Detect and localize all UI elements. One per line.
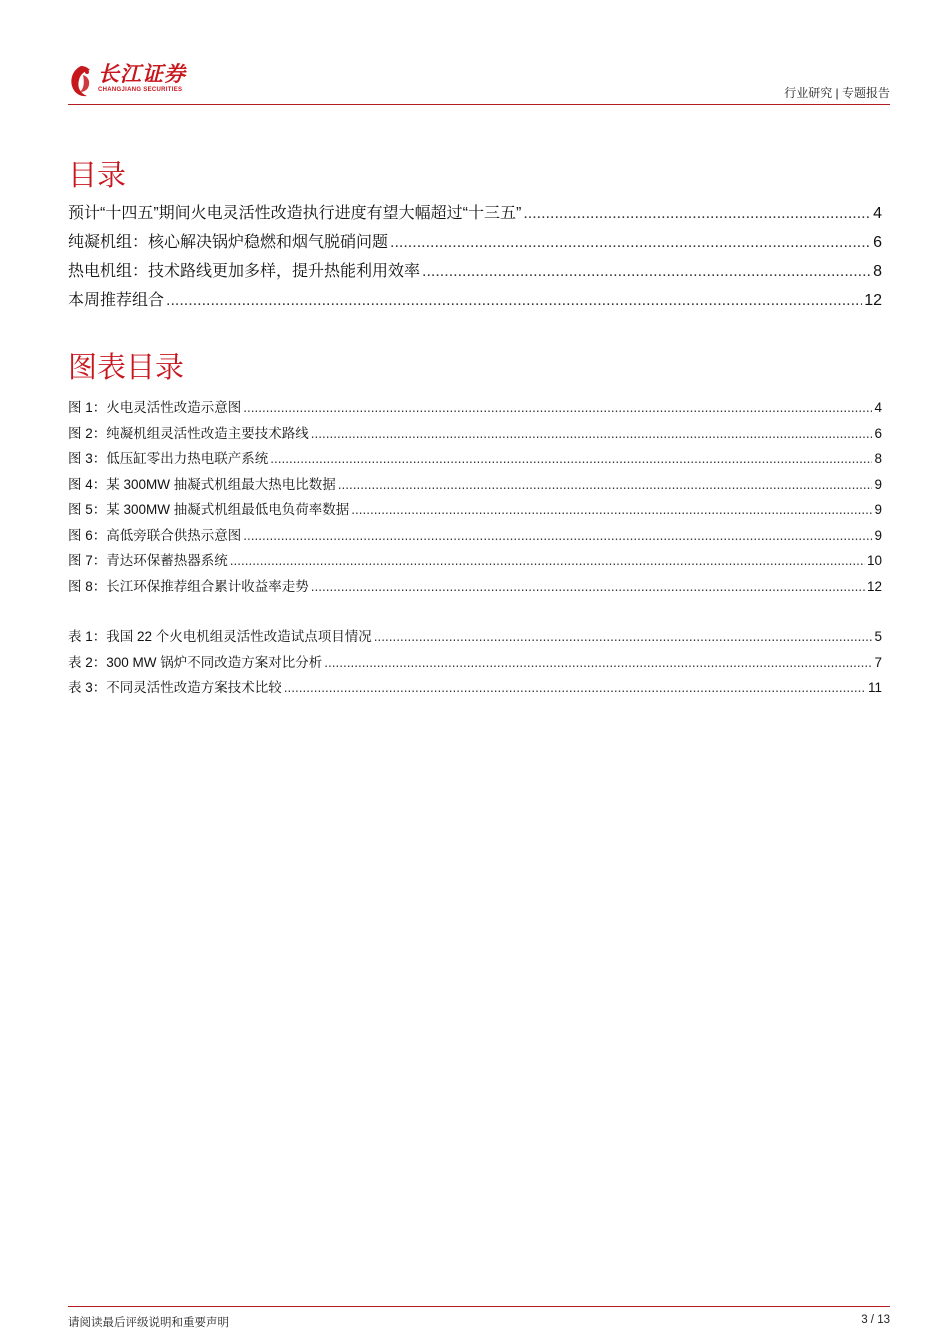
toc-entry[interactable]: 本周推荐组合 ..... 12 — [68, 287, 882, 316]
table-list — [68, 625, 882, 702]
figure-entry[interactable]: 图 1：火电灵活性改造示意图 ..... 4 — [68, 396, 882, 422]
toc-entry[interactable]: 热电机组：技术路线更加多样，提升热能利用效率 ..... 8 — [68, 258, 882, 287]
page-header — [68, 62, 890, 106]
company-logo — [68, 64, 186, 98]
disclaimer-note: 请阅读最后评级说明和重要声明 — [68, 1317, 229, 1329]
figure-entry[interactable]: 图 3：低压缸零出力热电联产系统 ..... 8 — [68, 447, 882, 473]
toc-title: 目录 — [68, 160, 127, 192]
figure-entry[interactable]: 图 5：某 300MW 抽凝式机组最低电负荷率数据 ..... 9 — [68, 498, 882, 524]
figure-entry[interactable]: 图 4：某 300MW 抽凝式机组最大热电比数据 ..... 9 — [68, 473, 882, 499]
report-category: 行业研究 | 专题报告 — [784, 86, 890, 100]
logo-emblem-icon — [68, 64, 94, 98]
table-entry[interactable]: 表 2：300 MW 锅炉不同改造方案对比分析 ..... 7 — [68, 651, 882, 677]
figure-entry[interactable]: 图 8：长江环保推荐组合累计收益率走势 ..... 12 — [68, 575, 882, 601]
figure-list — [68, 396, 882, 600]
header-divider — [68, 104, 890, 105]
page-number: 3 / 13 — [861, 1314, 890, 1326]
figure-entry[interactable]: 图 7：青达环保蓄热器系统 ..... 10 — [68, 549, 882, 575]
table-entry[interactable]: 表 3：不同灵活性改造方案技术比较 ..... 11 — [68, 676, 882, 702]
logo-english-name: CHANGJIANG SECURITIES — [98, 87, 183, 93]
footer-divider — [68, 1306, 890, 1307]
toc-entry[interactable]: 纯凝机组：核心解决锅炉稳燃和烟气脱硝问题 ..... 6 — [68, 229, 882, 258]
toc-entry[interactable]: 预计“十四五”期间火电灵活性改造执行进度有望大幅超过“十三五” ..... 4 — [68, 200, 882, 229]
table-entry[interactable]: 表 1：我国 22 个火电机组灵活性改造试点项目情况 ..... 5 — [68, 625, 882, 651]
figure-list-title: 图表目录 — [68, 352, 185, 384]
figure-entry[interactable]: 图 6：高低旁联合供热示意图 ..... 9 — [68, 524, 882, 550]
toc-list — [68, 200, 882, 316]
page-footer — [68, 1306, 890, 1329]
logo-chinese-name: 长江证券 — [98, 63, 186, 86]
figure-entry[interactable]: 图 2：纯凝机组灵活性改造主要技术路线 ..... 6 — [68, 422, 882, 448]
